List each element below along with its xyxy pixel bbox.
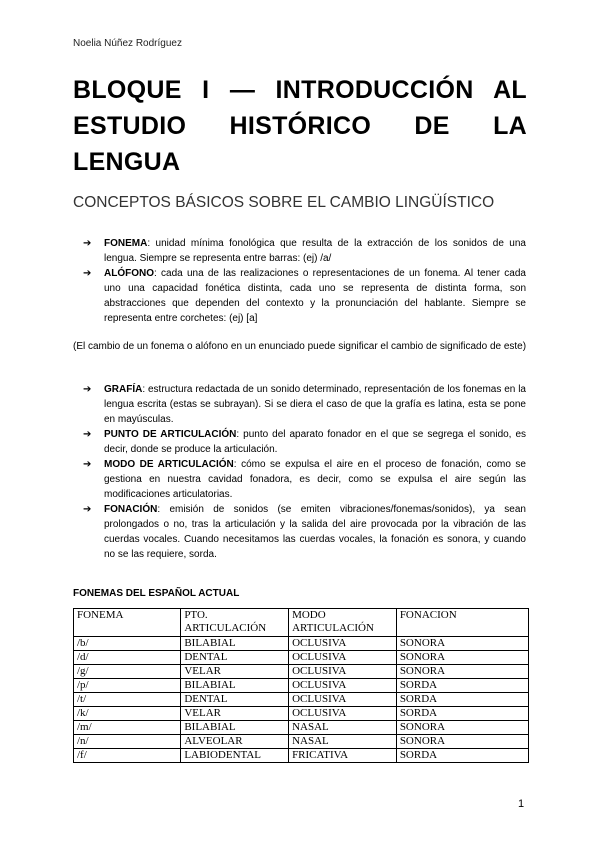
cell-modo: OCLUSIVA bbox=[289, 637, 397, 651]
arrow-icon: ➔ bbox=[83, 384, 92, 395]
table-row bbox=[74, 707, 529, 721]
cell-fonacion: SONORA bbox=[396, 637, 528, 651]
definition: : estructura redactada de un sonido determinado, representación de los fonemas en la lengua escrita (estas se subrayan). Si se diera el caso de que la grafía es latina, esta se pone en mayúsculas. bbox=[104, 384, 526, 425]
page-title bbox=[73, 72, 527, 180]
cell-modo: OCLUSIVA bbox=[289, 651, 397, 665]
cell-fonema: /k/ bbox=[74, 707, 181, 721]
table-row bbox=[74, 693, 529, 707]
cell-punto: BILABIAL bbox=[181, 679, 289, 693]
cell-punto: BILABIAL bbox=[181, 637, 289, 651]
list-item bbox=[83, 382, 526, 427]
cell-fonacion: SORDA bbox=[396, 707, 528, 721]
note-paragraph: (El cambio de un fonema o alófono en un enunciado puede significar el cambio de significado de este) bbox=[73, 341, 527, 352]
term: FONACIÓN bbox=[104, 504, 158, 515]
cell-fonema: /p/ bbox=[74, 679, 181, 693]
cell-fonacion: SORDA bbox=[396, 693, 528, 707]
cell-modo: OCLUSIVA bbox=[289, 707, 397, 721]
cell-fonema: /n/ bbox=[74, 735, 181, 749]
definition: : punto del aparato fonador en el que se segrega el sonido, es decir, donde se produce la articulación. bbox=[104, 429, 527, 455]
cell-punto: VELAR bbox=[181, 665, 289, 679]
cell-punto: VELAR bbox=[181, 707, 289, 721]
arrow-icon: ➔ bbox=[83, 429, 92, 440]
term: FONEMA bbox=[104, 238, 148, 249]
cell-fonema: /b/ bbox=[74, 637, 181, 651]
cell-modo: OCLUSIVA bbox=[289, 665, 397, 679]
cell-fonema: /m/ bbox=[74, 721, 181, 735]
table-row bbox=[74, 651, 529, 665]
list-item bbox=[83, 236, 526, 266]
header-fonacion: FONACION bbox=[396, 609, 528, 637]
table-row bbox=[74, 665, 529, 679]
cell-fonacion: SONORA bbox=[396, 735, 528, 749]
table-title: FONEMAS DEL ESPAÑOL ACTUAL bbox=[73, 588, 240, 599]
definition: : cómo se expulsa el aire en el proceso de fonación, como se gestiona en nuestra cavidad fonadora, es decir, como se expulsa el aire según las modificaciones articulatorias. bbox=[104, 459, 526, 500]
table-row bbox=[74, 735, 529, 749]
cell-modo: NASAL bbox=[289, 735, 397, 749]
header-modo: MODO ARTICULACIÓN bbox=[289, 609, 397, 637]
table-row bbox=[74, 749, 529, 763]
cell-fonacion: SONORA bbox=[396, 651, 528, 665]
concepts-list-2 bbox=[83, 382, 527, 562]
title-line-2: ESTUDIO HISTÓRICO DE LA bbox=[73, 112, 527, 140]
cell-fonacion: SONORA bbox=[396, 721, 528, 735]
concepts-list-1 bbox=[83, 236, 526, 326]
cell-fonema: /g/ bbox=[74, 665, 181, 679]
cell-punto: DENTAL bbox=[181, 651, 289, 665]
table-row bbox=[74, 721, 529, 735]
phonemes-table bbox=[73, 608, 529, 763]
list-item bbox=[83, 266, 526, 326]
author-name: Noelia Núñez Rodríguez bbox=[73, 38, 182, 49]
cell-modo: NASAL bbox=[289, 721, 397, 735]
header-fonema: FONEMA bbox=[74, 609, 181, 637]
term: ALÓFONO bbox=[104, 268, 154, 279]
cell-fonacion: SORDA bbox=[396, 749, 528, 763]
table-row bbox=[74, 679, 529, 693]
cell-fonema: /d/ bbox=[74, 651, 181, 665]
cell-modo: OCLUSIVA bbox=[289, 693, 397, 707]
cell-punto: BILABIAL bbox=[181, 721, 289, 735]
cell-fonacion: SORDA bbox=[396, 679, 528, 693]
list-item bbox=[83, 427, 527, 457]
title-line-3: LENGUA bbox=[73, 148, 181, 176]
cell-modo: FRICATIVA bbox=[289, 749, 397, 763]
definition: : cada una de las realizaciones o representaciones de un fonema. Al tener cada uno una capacidad fonética distinta, cada uno se representa de distinta forma, son abstracciones que dependen del contexto y la pronunciación del hablante. Siempre se representa entre corchetes: (ej) [a] bbox=[104, 268, 526, 324]
cell-modo: OCLUSIVA bbox=[289, 679, 397, 693]
cell-punto: DENTAL bbox=[181, 693, 289, 707]
term: PUNTO DE ARTICULACIÓN bbox=[104, 429, 237, 440]
cell-fonema: /t/ bbox=[74, 693, 181, 707]
arrow-icon: ➔ bbox=[83, 459, 92, 470]
arrow-icon: ➔ bbox=[83, 268, 92, 279]
cell-fonacion: SONORA bbox=[396, 665, 528, 679]
table-header-row bbox=[74, 609, 529, 637]
arrow-icon: ➔ bbox=[83, 238, 92, 249]
term: GRAFÍA bbox=[104, 384, 143, 395]
cell-punto: LABIODENTAL bbox=[181, 749, 289, 763]
section-heading: CONCEPTOS BÁSICOS SOBRE EL CAMBIO LINGÜÍSTICO bbox=[73, 194, 495, 211]
definition: : unidad mínima fonológica que resulta de la extracción de los sonidos de una lengua. Siempre se representa entre barras: (ej) /a/ bbox=[104, 238, 526, 264]
table-row bbox=[74, 637, 529, 651]
arrow-icon: ➔ bbox=[83, 504, 92, 515]
list-item bbox=[83, 457, 526, 502]
list-item bbox=[83, 502, 526, 562]
title-line-1: BLOQUE I — INTRODUCCIÓN AL bbox=[73, 76, 527, 104]
cell-fonema: /f/ bbox=[74, 749, 181, 763]
definition: : emisión de sonidos (se emiten vibraciones/fonemas/sonidos), ya sean prolongados o no, tras la articulación y la salida del aire provocada por la vibración de las cuerdas vocales. Cuando necesitamos las cuerdas vocales, la fonación es sonora, y cuando no se las requiere, sorda. bbox=[104, 504, 526, 560]
header-punto: PTO. ARTICULACIÓN bbox=[181, 609, 289, 637]
page-number: 1 bbox=[518, 798, 525, 810]
cell-punto: ALVEOLAR bbox=[181, 735, 289, 749]
term: MODO DE ARTICULACIÓN bbox=[104, 459, 234, 470]
